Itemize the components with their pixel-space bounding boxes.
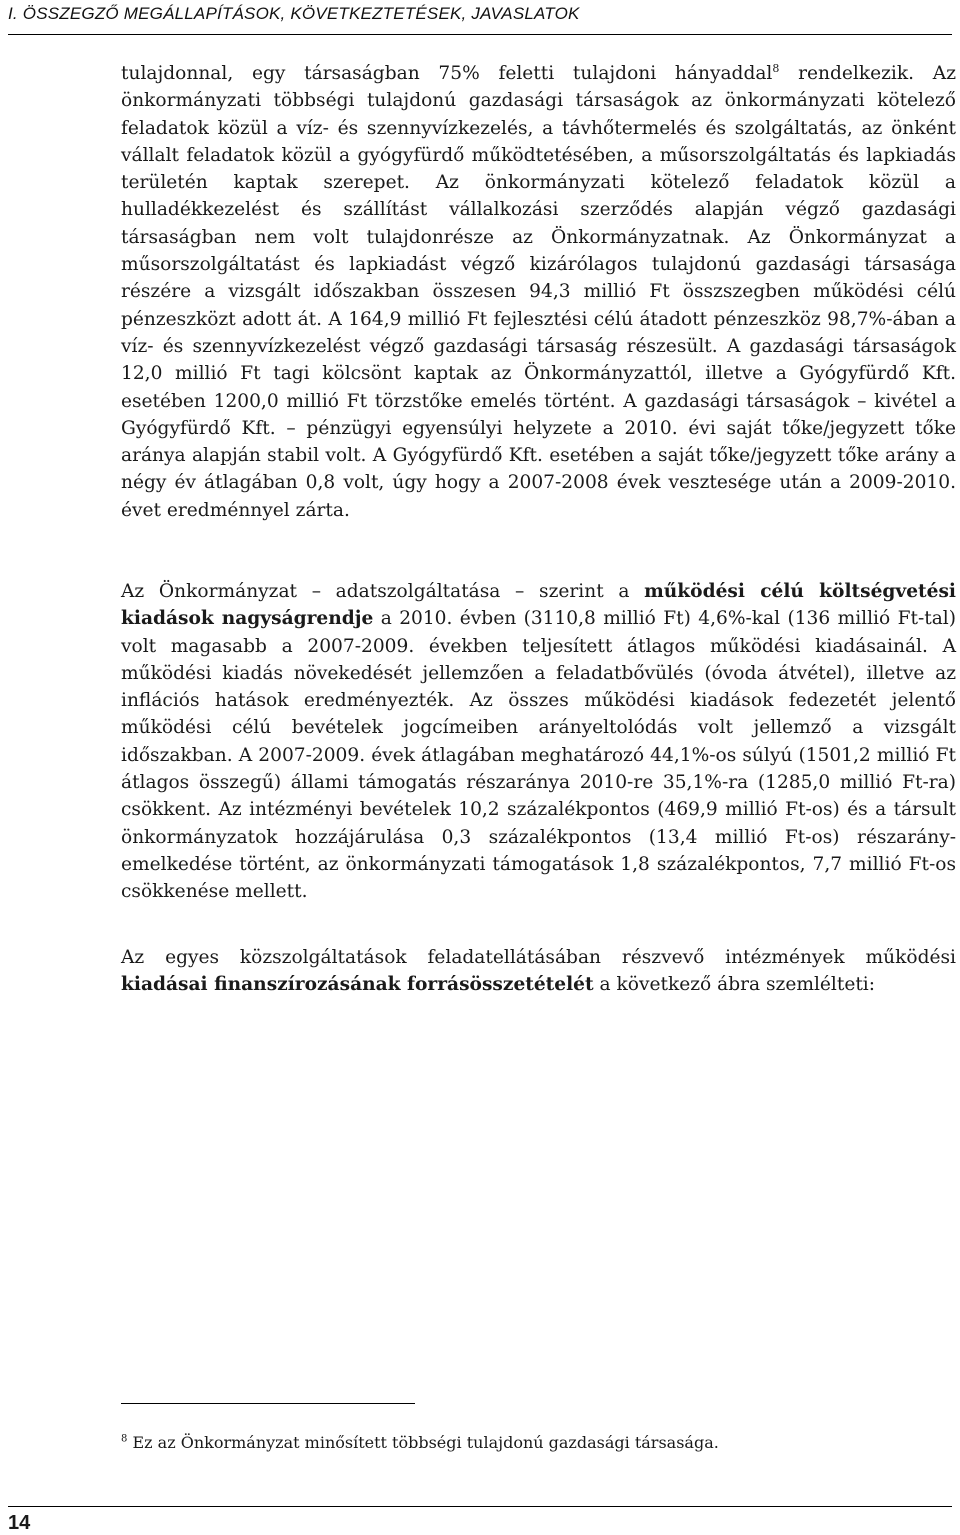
footer-divider bbox=[8, 1506, 952, 1507]
paragraph-3 bbox=[121, 944, 956, 999]
footnote-divider bbox=[121, 1403, 415, 1404]
page-header bbox=[8, 0, 952, 35]
footnote-number: 8 bbox=[121, 1433, 128, 1445]
paragraph-3-bold-phrase: kiadásai finanszírozásának forrásösszetételét bbox=[121, 974, 594, 996]
footnote bbox=[121, 1432, 956, 1454]
footnote-text: Ez az Önkormányzat minősített többségi tulajdonú gazdasági társasága. bbox=[127, 1433, 719, 1452]
paragraph-1-rest: rendelkezik. Az önkormányzati többségi tulajdonú gazdasági társaságok az önkormányzati kötelező feladatok közül a víz- és szennyvízkezelés, a távhőtermelés és szolgáltatás, az önként vállalt feladatok közül a gyógyfürdő működtetésében, a műsorszolgáltatás és lapkiadás területén kaptak szerepet. Az önkormányzati kötelező feladatok közül a hulladékkezelést és szállítást vállalkozási szerződés alapján végző gazdasági társaságban nem volt tulajdonrésze az Önkormányzatnak. Az Önkormányzat a műsorszolgáltatást és lapkiadást végző kizárólagos tulajdonú gazdasági társasága részére a vizsgált időszakban összesen 94,3 millió Ft összszegben működési célú pénzeszközt adott át. A 164,9 millió Ft fejlesztési célú átadott pénzeszköz 98,7%-ában a víz- és szennyvízkezelést végző gazdasági társaság részesült. A gazdasági társaságok 12,0 millió Ft tagi kölcsönt kaptak az Önkormányzattól, illetve a Gyógyfürdő Kft. esetében 1200,0 millió Ft törzstőke emelés történt. A gazdasági társaságok – kivétel a Gyógyfürdő Kft. – pénzügyi egyensúlyi helyzete a 2010. évi saját tőke/jegyzett tőke aránya alapján stabil volt. A Gyógyfürdő Kft. esetében a saját tőke/jegyzett tőke arány a négy év átlagában 0,8 volt, úgy hogy a 2007-2008 évek vesztesége után a 2009-2010. évet eredménnyel zárta. bbox=[121, 63, 956, 521]
paragraph-3-start: Az egyes közszolgáltatások feladatellátásában részvevő intézmények működési bbox=[121, 947, 956, 968]
paragraph-2-start: Az Önkormányzat – adatszolgáltatása – szerint a bbox=[121, 581, 645, 602]
paragraph-2-rest: a 2010. évben (3110,8 millió Ft) 4,6%-kal (136 millió Ft-tal) volt magasabb a 2007-2009. években teljesített átlagos működési kiadásainál. A működési kiadás növekedését jellemzően a feladatbővülés (óvoda átvétel), illetve az inflációs hatások eredményezték. Az összes működési kiadások fedezetét jelentő működési célú bevételek jogcímeiben arányeltolódás volt jellemző a vizsgált időszakban. A 2007-2009. évek átlagában meghatározó 44,1%-os súlyú (1501,2 millió Ft átlagos összegű) állami támogatás részaránya 2010-re 35,1%-ra (1285,0 millió Ft-ra) csökkent. Az intézményi bevételek 10,2 százalékpontos (469,9 millió Ft-os) és a társult önkormányzatok hozzájárulása 0,3 százalékpontos (13,4 millió Ft-os) részarány-emelkedése történt, az önkormányzati támogatások 1,8 százalékpontos, 7,7 millió Ft-os csökkenése mellett. bbox=[121, 608, 956, 903]
paragraph-3-rest: a következő ábra szemlélteti: bbox=[593, 974, 876, 996]
page-number: 14 bbox=[8, 1512, 31, 1534]
paragraph-2 bbox=[121, 578, 956, 906]
paragraph-1 bbox=[121, 60, 956, 524]
header-title: I. ÖSSZEGZŐ MEGÁLLAPÍTÁSOK, KÖVETKEZTETÉSEK, JAVASLATOK bbox=[8, 4, 580, 23]
paragraph-2-bold-phrase: működési célú költségvetési kiadások nagyságrendje bbox=[121, 581, 956, 630]
paragraph-1-start: tulajdonnal, egy társaságban 75% feletti tulajdoni hányaddal bbox=[121, 63, 773, 84]
footnote-reference: 8 bbox=[772, 61, 780, 75]
